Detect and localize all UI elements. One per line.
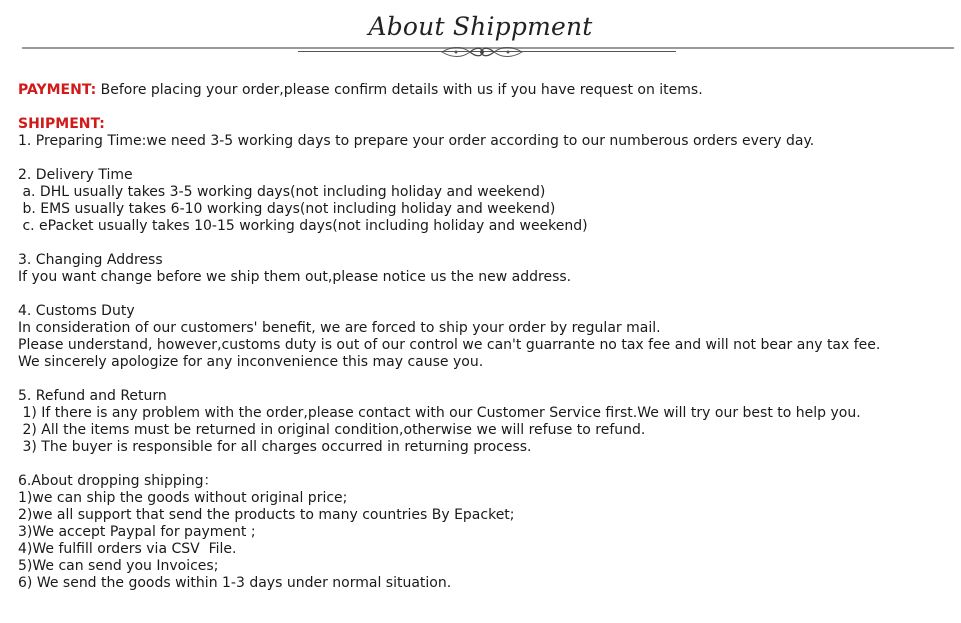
delivery-item: a. DHL usually takes 3-5 working days(not including holiday and weekend) — [18, 184, 546, 200]
customs-duty-line: We sincerely apologize for any inconvenience this may cause you. — [18, 354, 484, 370]
delivery-time-heading: 2. Delivery Time — [18, 167, 133, 183]
preparing-time-text: 1. Preparing Time:we need 3-5 working days to prepare your order according to our numberous orders every day. — [18, 133, 815, 149]
dropshipping-item: 6) We send the goods within 1-3 days under normal situation. — [18, 575, 452, 591]
page-header — [0, 0, 961, 70]
dropshipping-heading: 6.About dropping shipping： — [18, 473, 218, 489]
customs-duty-line: In consideration of our customers' benefit, we are forced to ship your order by regular mail. — [18, 320, 661, 336]
shipment-info-body — [18, 82, 948, 592]
refund-item: 3) The buyer is responsible for all charges occurred in returning process. — [18, 439, 532, 455]
page-title: About Shippment — [368, 12, 593, 41]
customs-duty-line: Please understand, however,customs duty is out of our control we can't guarrante no tax fee and will not bear any tax fee. — [18, 337, 881, 353]
shipment-label: SHIPMENT: — [18, 116, 105, 132]
customs-duty-heading: 4. Customs Duty — [18, 303, 135, 319]
payment-line — [18, 82, 948, 99]
delivery-item: c. ePacket usually takes 10-15 working days(not including holiday and weekend) — [18, 218, 588, 234]
dropshipping-item: 4)We fulfill orders via CSV File. — [18, 541, 237, 557]
dropshipping-item: 3)We accept Paypal for payment ; — [18, 524, 256, 540]
dropshipping-item: 2)we all support that send the products to many countries By Epacket; — [18, 507, 515, 523]
refund-item: 2) All the items must be returned in original condition,otherwise we will refuse to refund. — [18, 422, 646, 438]
flourish-ornament-icon — [440, 44, 524, 60]
dropshipping-item: 1)we can ship the goods without original price; — [18, 490, 348, 506]
refund-item: 1) If there is any problem with the order,please contact with our Customer Service first.We will try our best to help you. — [18, 405, 861, 421]
delivery-item: b. EMS usually takes 6-10 working days(not including holiday and weekend) — [18, 201, 556, 217]
changing-address-heading: 3. Changing Address — [18, 252, 163, 268]
payment-text: Before placing your order,please confirm details with us if you have request on items. — [96, 82, 703, 98]
payment-label: PAYMENT: — [18, 82, 97, 98]
shipment-label-line — [18, 116, 948, 133]
dropshipping-item: 5)We can send you Invoices; — [18, 558, 219, 574]
changing-address-text: If you want change before we ship them out,please notice us the new address. — [18, 269, 572, 285]
refund-return-heading: 5. Refund and Return — [18, 388, 167, 404]
